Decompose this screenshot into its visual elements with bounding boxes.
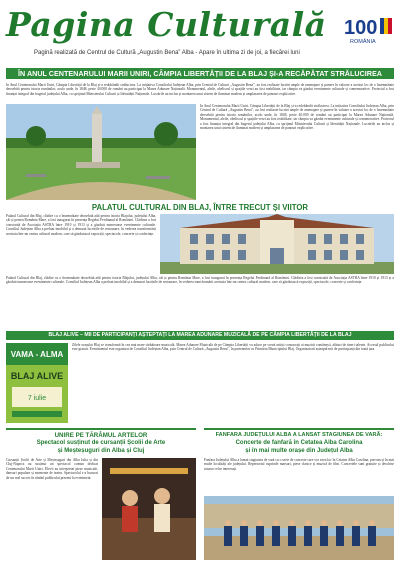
bottom-left-heading2: Spectacol susținut de cursanții Școlii de Arte — [36, 440, 166, 446]
masthead — [6, 6, 394, 66]
logo-subtext: ROMÂNIA — [350, 39, 376, 45]
bottom-left-text: Cursanții Școlii de Arte și Meșteșuguri din Alba Iulia și din Cluj-Napoca au susținut un spectacol comun dedicat Centenarului Marii Uniri. Elevii au interpretat piese muzicale, dansuri populare și momente de teatru. Spectacolul s-a bucurat de un real succes în rândul publicului prezent la eveniment. — [6, 458, 98, 480]
divider-right — [204, 428, 394, 430]
masthead-subtitle: Pagină realizată de Centrul de Cultură „Augustin Bena” Alba - Apare în ultima zi de joi, a fiecărei luni — [34, 50, 300, 56]
article1-intro: În Anul Centenarului Marii Uniri, Câmpia Libertății de la Blaj și-a redobândit strălucirea. La inițiativa Consiliului Județean Alba, prin Centrul de Cultură „Augustin Bena”, au fost realizate lucrări ample de amenajare și punere în valoare a acestui loc de o însemnătate deosebită pentru istoria românilor, acolo unde, în 1848, peste 40.000 de români au participat la Marea Adunare Națională. Monumentul, aleile, obeliscul și spațiile verzi au fost reabilitate, iar câmpia va găzdui evenimente culturale și comemorative. Proiectul a fost finanțat integral din bugetul județului Alba, cu sprijinul Ministerului Culturii și Identității Naționale. Lucrările au inclus și montarea unui sistem de iluminat modern și amplasarea de panouri explicative. — [6, 83, 394, 96]
poster-date: 7 iulie — [27, 395, 47, 402]
palace-heading: PALATUL CULTURAL DIN BLAJ, ÎNTRE TRECUT ȘI VIITOR — [91, 203, 309, 212]
palace-text-full: Palatul Cultural din Blaj, clădire cu o însemnătate deosebită atât pentru istoria Blajului, județului Alba, cât și pentru România Mare, a fost inaugurat în prezența Regelui Ferdinand al României. Clădirea a fost construită de Asociația ASTRA între 1910 și 1913 și a găzduit numeroase evenimente culturale. Consiliul Județean Alba a preluat imobilul și a demarat lucrările de restaurare, în vederea transformării acestuia într-un centru cultural modern, care să găzduiască expoziții, spectacole, concerte și conferințe. — [6, 276, 394, 285]
poster-subtitle: BLAJ ALIVE — [10, 371, 64, 381]
divider-left — [6, 428, 196, 430]
bottom-right-heading2: Concerte de fanfară în Cetatea Alba Carolina — [235, 440, 363, 446]
palace-photo — [160, 214, 394, 274]
campia-libertatii-photo — [6, 104, 196, 200]
palace-text-left: Palatul Cultural din Blaj, clădire cu o însemnătate deosebită atât pentru istoria Blajului, județului Alba, cât și pentru România Mare, a fost inaugurat în prezența Regelui Ferdinand al României. Clădirea a fost construită de Asociația ASTRA între 1910 și 1913 și a găzduit numeroase evenimente culturale. Consiliul Județean Alba a preluat imobilul și a demarat lucrările de restaurare, în vederea transformării acestuia într-un centru cultural modern, care să găzduiască expoziții, spectacole, concerte și conferințe. — [6, 214, 156, 236]
fanfara-photo — [204, 496, 394, 560]
bottom-right-article — [204, 432, 394, 562]
logo-number: 100 — [344, 17, 378, 39]
blaj-alive-poster — [6, 343, 68, 423]
bottom-left-article — [6, 432, 196, 562]
blaj-alive-text: Zilele orașului Blaj se transformă în cea mai mare sărbătoare muzicală. Marea Adunare Muzicală de pe Câmpia Libertății va aduce pe scenă artiști consacrați ai muzicii românești, alături de tineri talente. Accesul publicului este gratuit. Evenimentul este organizat de Consiliul Județean Alba, prin Centrul de Cultură „Augustin Bena”, în parteneriat cu Primăria Municipiului Blaj. Organizatorii așteaptă mii de participanți din toată țara. — [72, 343, 394, 352]
masthead-title: Pagina Culturală — [6, 5, 327, 44]
top-headline: ÎN ANUL CENTENARULUI MARII UNIRI, CÂMPIA LIBERTĂȚII DE LA BLAJ ȘI-A RECĂPĂTAT STRĂLUCIREA — [6, 68, 394, 79]
blaj-alive-banner: BLAJ ALIVE – MII DE PARTICIPANȚI AȘTEPTAȚI LA MAREA ADUNARE MUZICALĂ DE PE CÂMPIA LIBERTĂȚII DE LA BLAJ — [6, 331, 394, 340]
poster-title: VAMA - ALMA — [10, 350, 64, 359]
centenary-logo-icon — [340, 12, 394, 46]
bottom-right-heading3: și în mai multe orașe din Județul Alba — [245, 448, 353, 454]
bottom-left-heading3: și Meșteșuguri din Alba și Cluj — [57, 448, 145, 454]
centenary-logo — [340, 12, 394, 46]
article1-body: În Anul Centenarului Marii Uniri, Câmpia Libertății de la Blaj și-a redobândit strălucirea. La inițiativa Consiliului Județean Alba, prin Centrul de Cultură „Augustin Bena”, au fost realizate lucrări ample de amenajare și punere în valoare a acestui loc de o însemnătate deosebită pentru istoria românilor, acolo unde, în 1848, peste 40.000 de români au participat la Marea Adunare Națională. Monumentul, aleile, obeliscul și spațiile verzi au fost reabilitate, iar câmpia va găzdui evenimente culturale și comemorative. Proiectul a fost finanțat integral din bugetul județului Alba, cu sprijinul Ministerului Culturii și Identității Naționale. Lucrările au inclus și montarea unui sistem de iluminat modern și amplasarea de panouri explicative. — [200, 104, 394, 131]
bottom-right-heading1: FANFARA JUDEȚULUI ALBA A LANSAT STAGIUNEA DE VARĂ: — [215, 432, 383, 438]
bottom-right-text: Fanfara Județului Alba a lansat stagiunea de vară cu o serie de concerte care vor avea loc în Cetatea Alba Carolina, precum și în mai multe localități ale județului. Repertoriul cuprinde marșuri, piese clasice și muzică de film. Concertele sunt gratuite și deschise tuturor celor interesați. — [204, 458, 394, 471]
bottom-left-heading1: UNIRE PE TĂRÂMUL ARTELOR — [54, 432, 148, 439]
bottom-left-photo — [102, 458, 196, 560]
